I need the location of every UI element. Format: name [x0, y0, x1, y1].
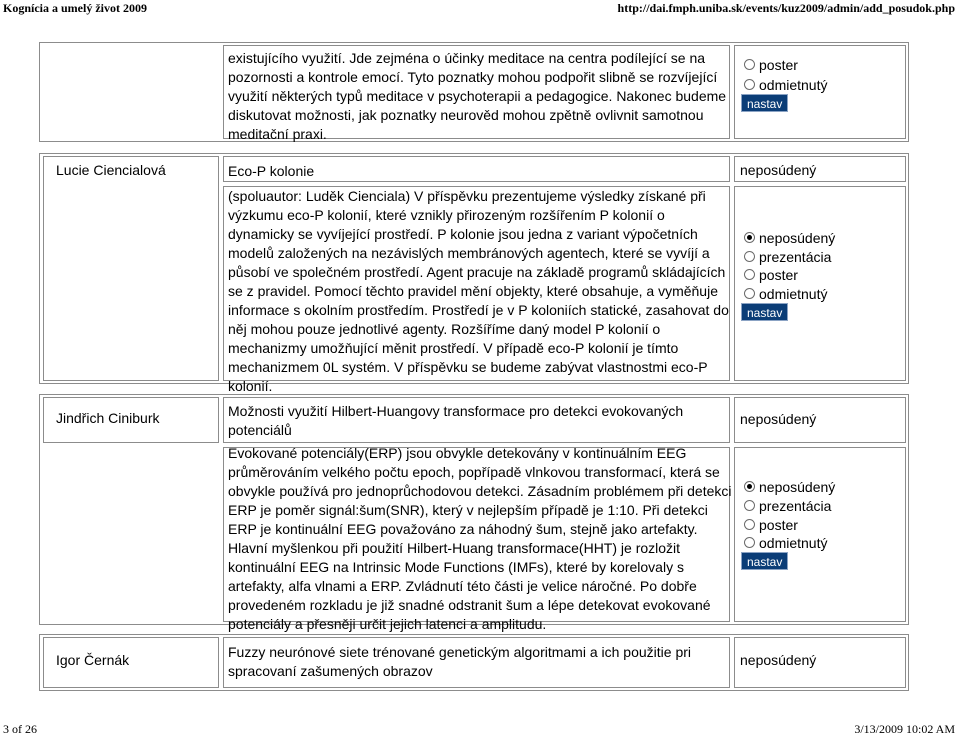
radio-prezentacia[interactable] — [744, 247, 831, 266]
nastav-button[interactable]: nastav — [741, 303, 788, 321]
radio-icon[interactable] — [744, 269, 755, 280]
abstract-text: (spoluautor: Luděk Cienciala) V příspěvku prezentujeme výsledky získané při výzkumu eco-P kolonií, které vznikly přirozeným rozšířením P kolonií o dynamicky se vyvíjející prostředí. P kolonie jsou jedna z variant výpočetních modelů založených na nezávislých membránových agentech, které se vyvíjí a působí ve společném prostředí. Agent pracuje na základě programů skládajících se z pravidel. Pomocí těchto pravidel mění objekty, které obsahuje, a vyměňuje informace s okolním prostředím. Prostředí je v P koloniích statické, zasahovat do něj mohou pouze jednotlivé agenty. Rozšíříme daný model P kolonií o mechanizmy umožňující měnit prostředí. V případě eco-P kolonií je tímto mechanizmem 0L systém. V příspěvku se budeme zabývat vlastnostmi eco-P kolonií. — [228, 188, 729, 394]
radio-icon[interactable] — [744, 500, 755, 511]
radio-label: poster — [759, 516, 798, 533]
radio-label: odmietnutý — [759, 534, 828, 551]
radio-icon[interactable] — [744, 519, 755, 530]
radio-label: poster — [759, 56, 798, 73]
header-site-title: Kognícia a umelý život 2009 — [3, 1, 147, 15]
status-text: neposúdený — [740, 162, 817, 178]
radio-poster[interactable] — [744, 55, 798, 74]
status-text: neposúdený — [740, 652, 817, 668]
radio-label: odmietnutý — [759, 285, 828, 302]
radio-icon[interactable] — [744, 59, 755, 70]
nastav-button[interactable]: nastav — [741, 552, 788, 570]
nastav-button[interactable]: nastav — [741, 94, 788, 112]
radio-label: poster — [759, 266, 798, 283]
radio-label: prezentácia — [759, 248, 832, 265]
author-name: Igor Černák — [56, 652, 130, 668]
radio-icon[interactable] — [744, 232, 755, 243]
radio-label: neposúdený — [759, 229, 836, 246]
radio-label: odmietnutý — [759, 76, 828, 93]
radio-label: neposúdený — [759, 478, 836, 495]
radio-odmietnuty[interactable] — [744, 533, 827, 552]
radio-icon[interactable] — [744, 481, 755, 492]
radio-icon[interactable] — [744, 537, 755, 548]
radio-label: prezentácia — [759, 497, 832, 514]
paper-title: Fuzzy neurónové siete trénované genetickým algoritmami a ich použitie pri spracovaní zašumených obrazov — [228, 644, 692, 679]
radio-neposudeny[interactable] — [744, 228, 835, 247]
header-url: http://dai.fmph.uniba.sk/events/kuz2009/admin/add_posudok.php — [617, 1, 955, 15]
radio-poster[interactable] — [744, 265, 798, 284]
radio-odmietnuty[interactable] — [744, 75, 827, 94]
paper-title: Možnosti využití Hilbert-Huangovy transformace pro detekci evokovaných potenciálů — [228, 403, 684, 438]
paper-title: Eco-P kolonie — [228, 163, 315, 179]
radio-neposudeny[interactable] — [744, 477, 835, 496]
radio-odmietnuty[interactable] — [744, 284, 827, 303]
author-name: Lucie Ciencialová — [56, 162, 166, 178]
author-name: Jindřich Ciniburk — [56, 410, 160, 426]
radio-icon[interactable] — [744, 251, 755, 262]
abstract-text: Evokované potenciály(ERP) jsou obvykle detekovány v kontinuálním EEG průměrováním velkého počtu epoch, popřípadě vlnkovou transformací, která se obvykle používá pro jednoprůchodovou detekci. Zásadním problémem při detekci ERP je poměr signál:šum(SNR), který v nejlepším případě je 1:10. Při detekci ERP je kontinuální EEG považováno za náhodný šum, stejně jako artefakty. Hlavní myšlenkou při použití Hilbert-Huang transformace(HHT) je rozložit kontinuální EEG na Intrinsic Mode Functions (IMFs), které by korelovaly s artefakty, alfa vlnami a ERP. Zvládnutí této části je velice náročné. Po dobře provedeném rozkladu je již snadné odstranit šum a lépe detekovat evokované potenciály a přesněji určit jejich latenci a amplitudu. — [228, 445, 732, 632]
footer-page-count: 3 of 26 — [3, 722, 37, 736]
abstract-text: existujícího využití. Jde zejména o účinky meditace na centra podílející se na pozornosti a kontrole emocí. Tyto poznatky mohou podpořit slibně se rozvíjející využití některých typů meditace v psychoterapii a pedagogice. Nakonec budeme diskutovat možnosti, jak poznatky neurověd mohou zpětně ovlivnit samotnou meditační praxi. — [228, 50, 727, 142]
author-cell — [43, 156, 219, 381]
footer-timestamp: 3/13/2009 10:02 AM — [854, 722, 955, 736]
status-text: neposúdený — [740, 411, 817, 427]
radio-icon[interactable] — [744, 288, 755, 299]
radio-poster[interactable] — [744, 515, 798, 534]
radio-prezentacia[interactable] — [744, 496, 831, 515]
radio-icon[interactable] — [744, 79, 755, 90]
